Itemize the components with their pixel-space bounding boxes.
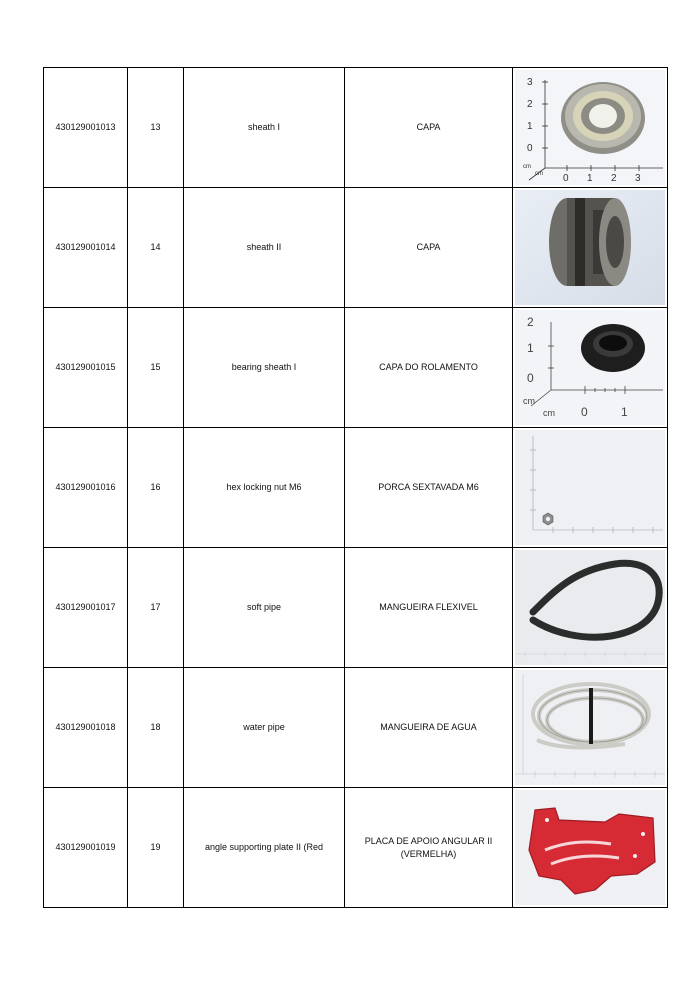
table-row: [44, 548, 668, 668]
description-pt: MANGUEIRA FLEXIVEL: [345, 548, 513, 668]
black-hose-icon: [515, 550, 665, 665]
part-photo-cell: [513, 308, 668, 428]
clear-hose-icon: [515, 670, 665, 785]
parts-table: [43, 67, 668, 908]
part-code: 430129001015: [44, 308, 128, 428]
item-number: 19: [128, 788, 184, 908]
description-en: soft pipe: [184, 548, 345, 668]
description-pt: CAPA DO ROLAMENTO: [345, 308, 513, 428]
scale-label: 2: [611, 173, 617, 184]
scale-label: 2: [527, 315, 534, 329]
part-code: 430129001013: [44, 68, 128, 188]
table-row: [44, 188, 668, 308]
scale-label: 0: [563, 173, 569, 184]
table-row: [44, 68, 668, 188]
pulley-sheath-icon: [515, 190, 665, 305]
scale-unit: cm: [535, 171, 543, 177]
description-pt: CAPA: [345, 68, 513, 188]
description-en: hex locking nut M6: [184, 428, 345, 548]
part-photo-cell: [513, 668, 668, 788]
item-number: 14: [128, 188, 184, 308]
description-pt: PLACA DE APOIO ANGULAR II (VERMELHA): [345, 788, 513, 908]
scale-label: 1: [527, 121, 533, 132]
item-number: 15: [128, 308, 184, 428]
table-row: [44, 788, 668, 908]
description-en: bearing sheath I: [184, 308, 345, 428]
part-code: 430129001017: [44, 548, 128, 668]
table-row: [44, 428, 668, 548]
part-code: 430129001016: [44, 428, 128, 548]
scale-label: 1: [621, 405, 628, 419]
description-pt: CAPA: [345, 188, 513, 308]
item-number: 18: [128, 668, 184, 788]
description-en: sheath II: [184, 188, 345, 308]
table-row: [44, 668, 668, 788]
item-number: 13: [128, 68, 184, 188]
scale-label: 0: [527, 143, 533, 154]
hex-nut-icon: [515, 430, 665, 545]
scale-label: 1: [587, 173, 593, 184]
rubber-ring-icon: [515, 310, 665, 425]
scale-label: 0: [527, 371, 534, 385]
part-code: 430129001018: [44, 668, 128, 788]
scale-unit: cm: [523, 164, 531, 170]
scale-label: 0: [581, 405, 588, 419]
scale-unit: cm: [523, 396, 535, 406]
description-en: angle supporting plate II (Red: [184, 788, 345, 908]
item-number: 17: [128, 548, 184, 668]
scale-unit: cm: [543, 408, 555, 418]
description-en: sheath I: [184, 68, 345, 188]
description-pt: PORCA SEXTAVADA M6: [345, 428, 513, 548]
part-code: 430129001014: [44, 188, 128, 308]
scale-label: 1: [527, 341, 534, 355]
part-photo-cell: [513, 188, 668, 308]
description-en: water pipe: [184, 668, 345, 788]
part-photo-cell: [513, 428, 668, 548]
bearing-icon: [515, 70, 665, 185]
part-photo-cell: [513, 548, 668, 668]
table-row: [44, 308, 668, 428]
part-code: 430129001019: [44, 788, 128, 908]
red-plate-icon: [515, 790, 665, 905]
scale-label: 2: [527, 99, 533, 110]
description-pt: MANGUEIRA DE AGUA: [345, 668, 513, 788]
scale-label: 3: [635, 173, 641, 184]
part-photo-cell: [513, 788, 668, 908]
item-number: 16: [128, 428, 184, 548]
scale-label: 3: [527, 77, 533, 88]
part-photo-cell: [513, 68, 668, 188]
